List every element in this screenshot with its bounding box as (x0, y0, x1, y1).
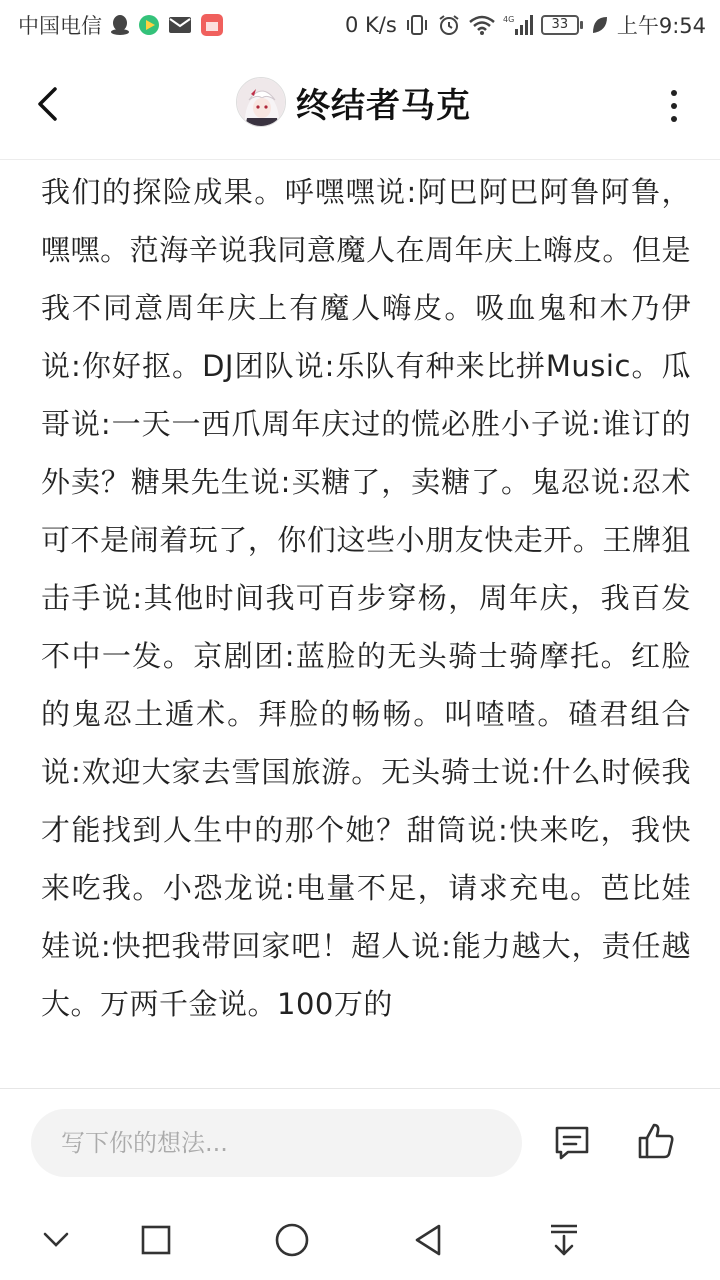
avatar[interactable] (236, 77, 286, 127)
more-options-button[interactable] (662, 86, 686, 126)
alarm-icon (437, 13, 461, 37)
circle-icon (274, 1222, 310, 1258)
system-nav-bar (0, 1200, 720, 1280)
title-group[interactable] (236, 77, 471, 127)
header (0, 50, 720, 160)
more-dot-icon (671, 90, 677, 96)
status-bar (0, 0, 720, 50)
article-content (41, 163, 691, 1088)
recents-button[interactable] (134, 1218, 178, 1262)
back-button[interactable] (24, 80, 72, 128)
leaf-icon (591, 15, 609, 35)
triangle-back-icon (412, 1222, 444, 1258)
vibrate-icon (405, 14, 429, 36)
comment-bar (0, 1088, 720, 1200)
collapse-nav-button[interactable] (34, 1218, 78, 1262)
shopping-app-icon (200, 13, 224, 37)
comment-icon (552, 1123, 592, 1163)
svg-text:4G: 4G (502, 15, 515, 24)
article-text: 我们的探险成果。呼嘿嘿说:阿巴阿巴阿鲁阿鲁，嘿嘿。范海辛说我同意魔人在周年庆上嗨皮。但是我不同意周年庆上有魔人嗨皮。吸血鬼和木乃伊说:你好抠。DJ团队说:乐队有种来比拼Music。瓜哥说:一天一西爪周年庆过的慌必胜小子说:谁订的外卖？糖果先生说:买糖了，卖糖了。鬼忍说:忍术可不是闹着玩了，你们这些小朋友快走开。王牌狙击手说:其他时间我可百步穿杨，周年庆，我百发不中一发。京剧团:蓝脸的无头骑士骑摩托。红脸的鬼忍土遁术。拜脸的畅畅。叫喳喳。碴君组合说:欢迎大家去雪国旅游。无头骑士说:什么时候我才能找到人生中的那个她？甜筒说:快来吃，我快来吃我。小恐龙说:电量不足，请求充电。芭比娃娃说:快把我带回家吧！超人说:能力越大，责任越大。万两千金说。100万的 (41, 175, 691, 1021)
back-nav-button[interactable] (406, 1218, 450, 1262)
qq-icon (110, 14, 130, 36)
comment-input[interactable] (31, 1109, 522, 1177)
more-dot-icon (671, 103, 677, 109)
home-button[interactable] (270, 1218, 314, 1262)
square-icon (140, 1224, 172, 1256)
like-button[interactable] (636, 1121, 676, 1161)
mail-icon (168, 16, 192, 34)
network-speed: 0 K/s (345, 13, 397, 37)
thumbs-up-icon (636, 1121, 676, 1161)
notification-pull-button[interactable] (542, 1218, 586, 1262)
video-app-icon (138, 14, 160, 36)
more-dot-icon (671, 116, 677, 122)
status-right (345, 10, 706, 40)
comment-button[interactable] (552, 1123, 592, 1163)
chevron-down-icon (41, 1230, 71, 1250)
carrier-label: 中国电信 (18, 14, 102, 38)
battery-level: 33 (541, 15, 579, 35)
status-left (18, 10, 224, 40)
page-title: 终结者马克 (296, 85, 471, 126)
battery-indicator (541, 15, 583, 35)
signal-icon (503, 14, 533, 36)
chevron-left-icon (35, 86, 61, 122)
clock: 上午9:54 (616, 14, 706, 38)
wifi-icon (469, 15, 495, 35)
pull-down-icon (548, 1222, 580, 1258)
